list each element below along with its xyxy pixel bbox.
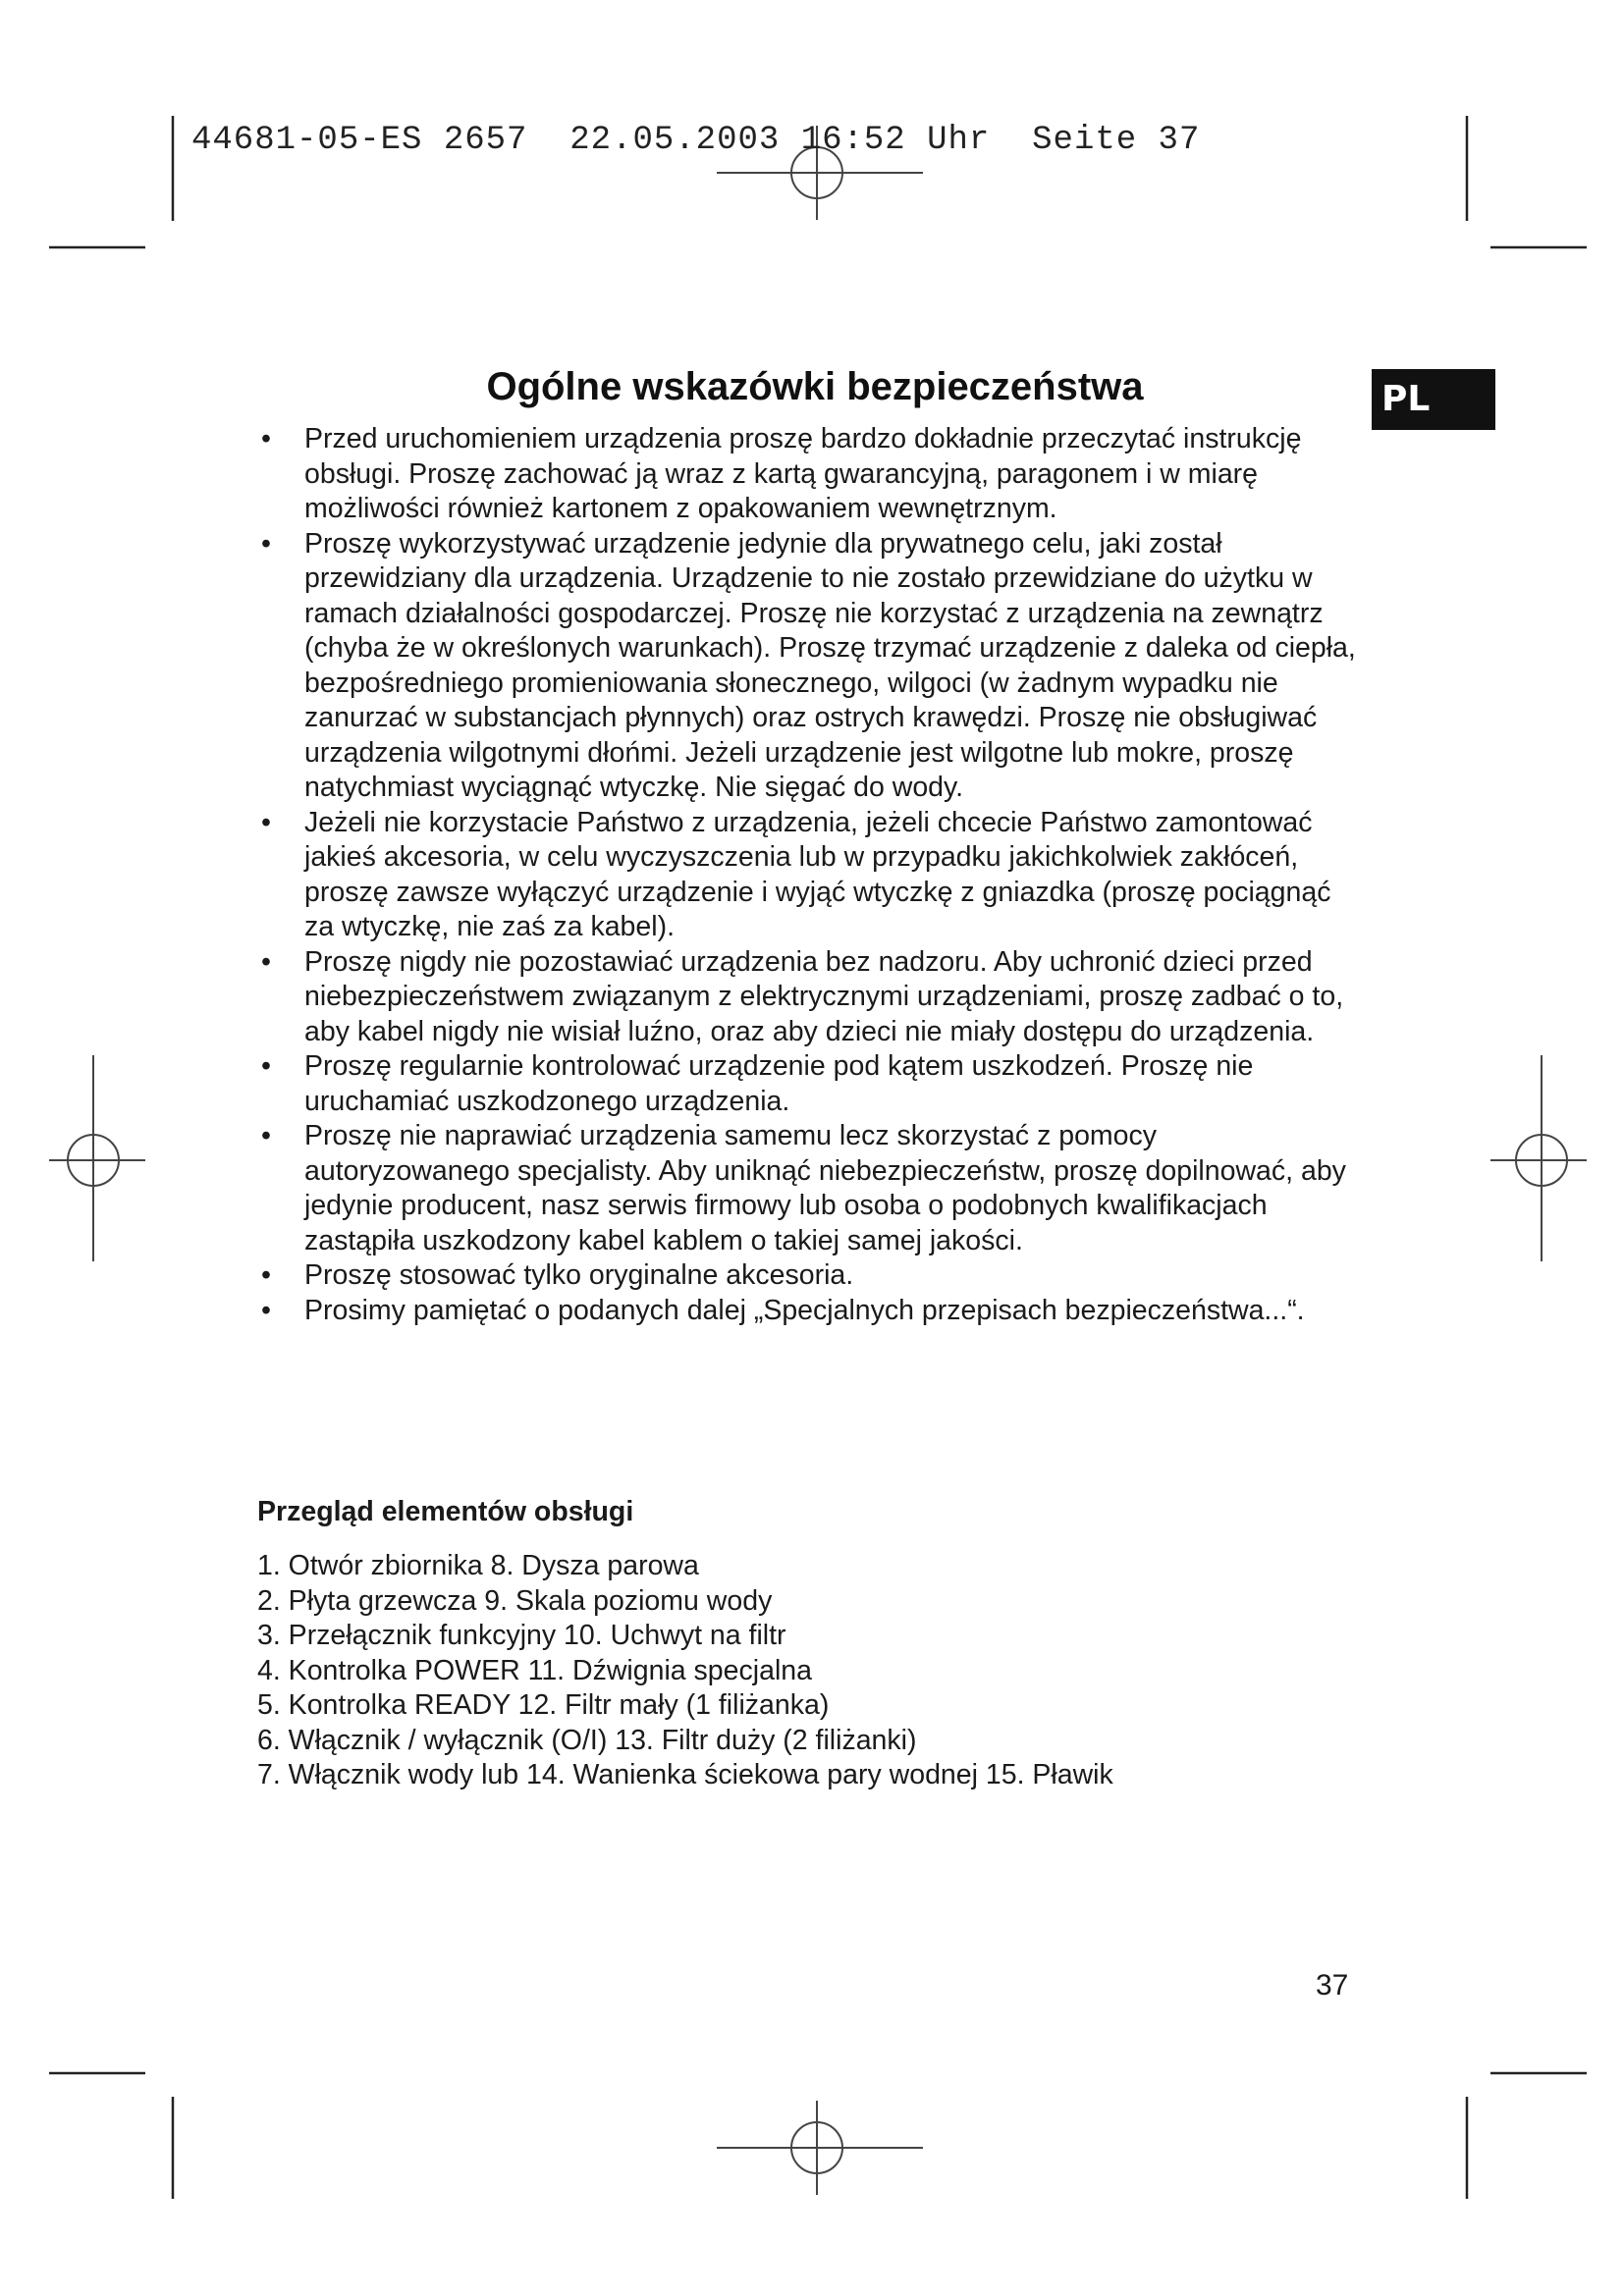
safety-list xyxy=(257,422,1357,1328)
list-item: • Jeżeli nie korzystacie Państwo z urządzenia, jeżeli chcecie Państwo zamontować jakieś akcesoria, w celu wyczyszczenia lub w przypadku jakichkolwiek zakłóceń, proszę zawsze wyłączyć urządzenie i wyjąć wtyczkę z gniazdka (proszę pociągnąć za wtyczkę, nie zaś za kabel). xyxy=(257,806,1357,945)
list-item: • Prosimy pamiętać o podanych dalej „Specjalnych przepisach bezpieczeństwa...“. xyxy=(257,1294,1357,1329)
list-item: 3. Przełącznik funkcyjny 10. Uchwyt na filtr xyxy=(257,1620,786,1651)
parts-list xyxy=(257,1549,1141,1793)
list-item: • Proszę nie naprawiać urządzenia samemu lecz skorzystać z pomocy autoryzowanego specjalisty. Aby uniknąć niebezpieczeństw, proszę dopilnować, aby jedynie producent, nasz serwis firmowy lub osoba o podobnych kwalifikacjach zastąpiła uszkodzony kabel kablem o takiej samej jakości. xyxy=(257,1119,1357,1258)
list-item: • Proszę regularnie kontrolować urządzenie pod kątem uszkodzeń. Proszę nie uruchamiać uszkodzonego urządzenia. xyxy=(257,1049,1357,1119)
list-item: 2. Płyta grzewcza 9. Skala poziomu wody xyxy=(257,1584,773,1617)
print-slug-header: 44681-05-ES 2657 22.05.2003 16:52 Uhr Seite 37 xyxy=(191,122,1201,159)
list-item: • Proszę nigdy nie pozostawiać urządzenia bez nadzoru. Aby uchronić dzieci przed niebezpieczeństwem związanym z elektrycznymi urządzeniami, proszę zadbać o to, aby kabel nigdy nie wisiał luźno, oraz aby dzieci nie miały dostępu do urządzenia. xyxy=(257,945,1357,1050)
language-tab: PL xyxy=(1372,369,1495,430)
page-number: 37 xyxy=(1316,1969,1349,2002)
list-item: 1. Otwór zbiornika 8. Dysza parowa xyxy=(257,1550,699,1581)
section-heading: Przegląd elementów obsługi xyxy=(257,1496,634,1527)
list-item: • Proszę stosować tylko oryginalne akcesoria. xyxy=(257,1258,1357,1294)
registration-mark-bottom xyxy=(717,2101,923,2195)
registration-mark-left xyxy=(49,1055,145,1261)
list-item: 4. Kontrolka POWER 11. Dźwignia specjalna xyxy=(257,1654,812,1686)
list-item: 6. Włącznik / wyłącznik (O/I) 13. Filtr duży (2 filiżanki) xyxy=(257,1724,917,1756)
list-item: 7. Włącznik wody lub 14. Wanienka ściekowa pary wodnej 15. Pławik xyxy=(257,1759,1113,1790)
list-item: 5. Kontrolka READY 12. Filtr mały (1 filiżanka) xyxy=(257,1689,830,1721)
list-item: • Proszę wykorzystywać urządzenie jedynie dla prywatnego celu, jaki został przewidziany dla urządzenia. Urządzenie to nie zostało przewidziane do użytku w ramach działalności gospodarczej. Proszę nie korzystać z urządzenia na zewnątrz (chyba że w określonych warunkach). Proszę trzymać urządzenie z daleka od ciepła, bezpośredniego promieniowania słonecznego, wilgoci (w żadnym wypadku nie zanurzać w substancjach płynnych) oraz ostrych krawędzi. Proszę nie obsługiwać urządzenia wilgotnymi dłońmi. Jeżeli urządzenie jest wilgotne lub mokre, proszę natychmiast wyciągnąć wtyczkę. Nie sięgać do wody. xyxy=(257,527,1357,806)
page-title: Ogólne wskazówki bezpieczeństwa xyxy=(486,365,1144,408)
list-item: • Przed uruchomieniem urządzenia proszę bardzo dokładnie przeczytać instrukcję obsługi. Proszę zachować ją wraz z kartą gwarancyjną, paragonem i w miarę możliwości również kartonem z opakowaniem wewnętrznym. xyxy=(257,422,1357,527)
registration-mark-right xyxy=(1490,1055,1587,1261)
